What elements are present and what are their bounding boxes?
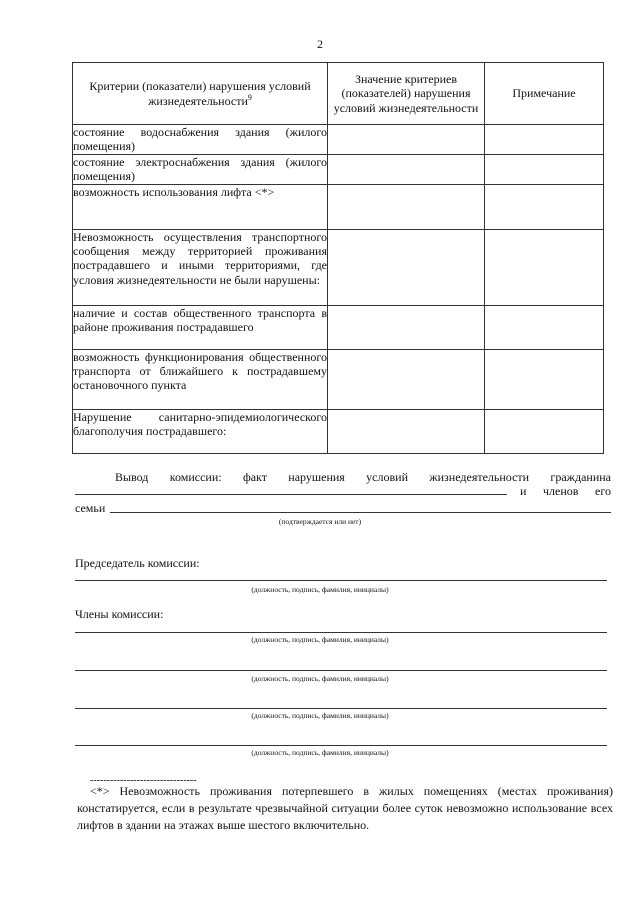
conclusion-family-line[interactable] <box>110 498 611 513</box>
table-row <box>73 185 604 230</box>
footnote-separator: -------------------------------- <box>90 775 197 786</box>
page-number: 2 <box>317 37 323 51</box>
header-criteria: Критерии (показатели) нарушения условий жизнедеятельности$^9$ <box>73 63 328 125</box>
value-cell <box>328 155 485 185</box>
table-row <box>73 410 604 454</box>
member-hint: (должность, подпись, фамилия, инициалы) <box>251 711 389 720</box>
table-row <box>73 230 604 306</box>
value-cell <box>328 230 485 306</box>
chair-signature-line[interactable] <box>75 566 607 581</box>
member-signature-line[interactable] <box>75 618 607 633</box>
table-row <box>73 125 604 155</box>
criterion-cell: состояние электроснабжения здания (жилого помещения) <box>73 155 327 184</box>
conclusion-line1: Вывод комиссии: факт нарушения условий жизнедеятельности гражданина <box>115 470 611 484</box>
note-cell <box>485 155 604 185</box>
criteria-table <box>72 62 604 454</box>
conclusion-blank-line[interactable] <box>75 480 507 495</box>
footnote-ref: 9 <box>247 92 252 102</box>
member-hint: (должность, подпись, фамилия, инициалы) <box>251 635 389 644</box>
criterion-cell: Нарушение санитарно-эпидемиологического благополучия пострадавшего: <box>73 410 328 454</box>
table-header-row <box>73 63 604 125</box>
header-value: Значение критериев (показателей) нарушения условий жизнедеятельности <box>328 63 485 125</box>
table-row <box>73 155 604 185</box>
criterion-cell: состояние водоснабжения здания (жилого помещения) <box>73 125 327 154</box>
criterion-cell: наличие и состав общественного транспорта в районе проживания пострадавшего <box>73 306 328 350</box>
header-note: Примечание <box>485 63 604 125</box>
chair-label: Председатель комиссии: <box>75 556 200 570</box>
chair-hint: (должность, подпись, фамилия, инициалы) <box>251 585 389 594</box>
conclusion-line2-end: и членов его <box>520 484 611 498</box>
value-cell <box>328 350 485 410</box>
table-row <box>73 350 604 410</box>
criterion-cell: Невозможность осуществления транспортного сообщения между территорией проживания пострадавшего и иными территориями, где условия жизнедеятельности не были нарушены: <box>73 230 328 306</box>
note-cell <box>485 350 604 410</box>
note-cell <box>485 185 604 230</box>
member-signature-line[interactable] <box>75 656 607 671</box>
note-cell <box>485 125 604 155</box>
note-cell <box>485 306 604 350</box>
conclusion-hint: (подтверждается или нет) <box>278 517 362 526</box>
members-label: Члены комиссии: <box>75 607 164 621</box>
footnote-text: <*> Невозможность проживания потерпевшего в жилых помещениях (местах проживания) констатируется, если в результате чрезвычайной ситуации более суток невозможно использование всех лифтов в здании на этажах выше шестого включительно. <box>77 784 613 832</box>
member-signature-line[interactable] <box>75 731 607 746</box>
note-cell <box>485 230 604 306</box>
note-cell <box>485 410 604 454</box>
member-signature-line[interactable] <box>75 694 607 709</box>
table-row <box>73 306 604 350</box>
member-hint: (должность, подпись, фамилия, инициалы) <box>251 674 389 683</box>
criterion-cell: возможность использования лифта <*> <box>73 185 328 230</box>
value-cell <box>328 185 485 230</box>
criterion-cell: возможность функционирования общественного транспорта от ближайшего к пострадавшему остановочного пункта <box>73 350 328 410</box>
conclusion-family-label: семьи <box>75 501 106 515</box>
value-cell <box>328 125 485 155</box>
value-cell <box>328 410 485 454</box>
member-hint: (должность, подпись, фамилия, инициалы) <box>251 748 389 757</box>
value-cell <box>328 306 485 350</box>
